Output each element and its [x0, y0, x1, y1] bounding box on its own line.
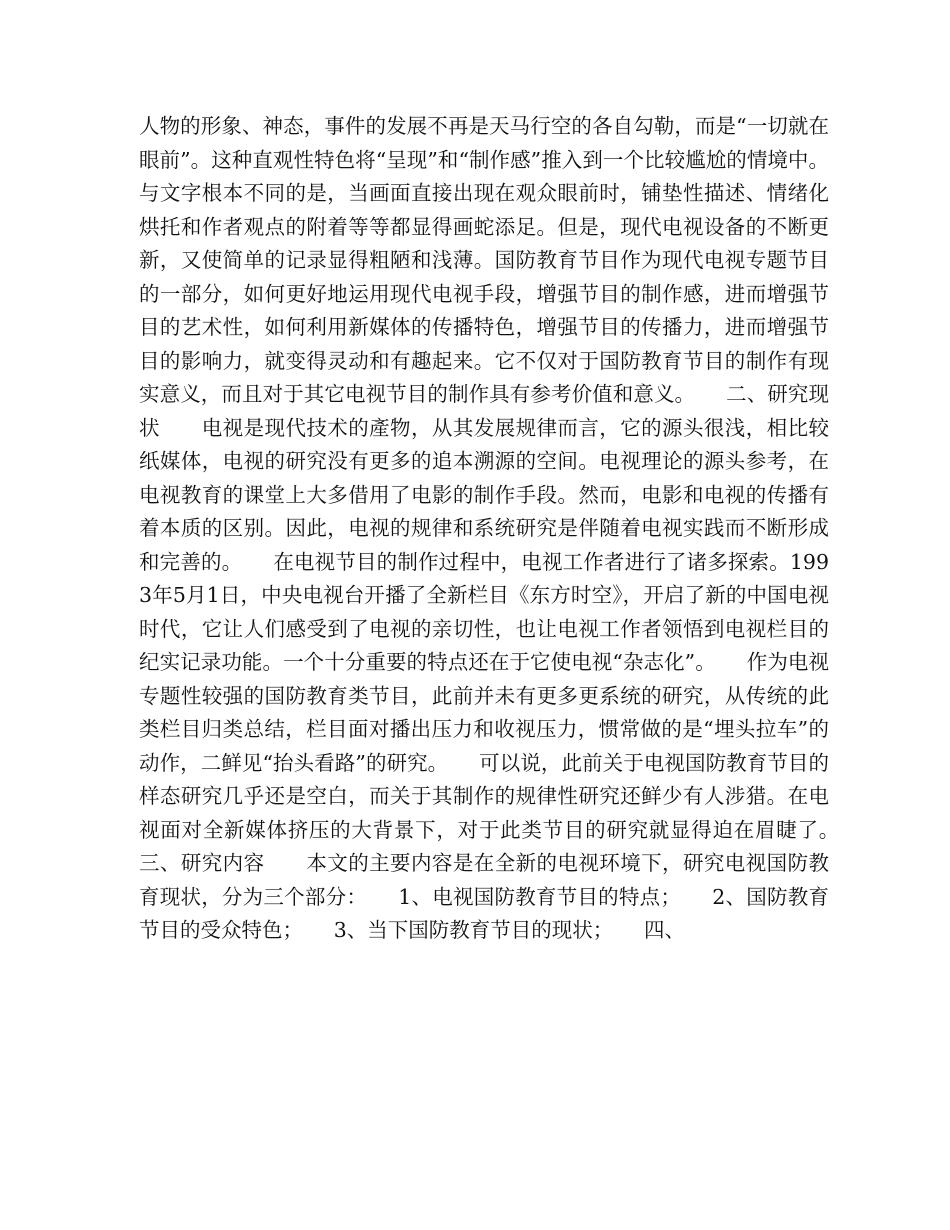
- body-text: 人物的形象、神态，事件的发展不再是天马行空的各自勾勒，而是“一切就在眼前”。这种直观性特色将“呈现”和“制作感”推入到一个比较尴尬的情境中。与文字根本不同的是，当画面直接出现在观众眼前时，铺垫性描述、情绪化烘托和作者观点的附着等等都显得画蛇添足。但是，现代电视设备的不断更新，又使简单的记录显得粗陋和浅薄。国防教育节目作为现代电视专题节目的一部分，如何更好地运用现代电视手段，增强节目的制作感，进而增强节目的艺术性，如何利用新媒体的传播特色，增强节目的传播力，进而增强节目的影响力，就变得灵动和有趣起来。它不仅对于国防教育节目的制作有现实意义，而且对于其它电视节目的制作具有参考价值和意义。 二、研究现状 电视是现代技术的產物，从其发展规律而言，它的源头很浅，相比较纸媒体，电视的研究没有更多的追本溯源的空间。电视理论的源头参考，在电视教育的课堂上大多借用了电影的制作手段。然而，电影和电视的传播有着本质的区别。因此，电视的规律和系统研究是伴随着电视实践而不断形成和完善的。 在电视节目的制作过程中，电视工作者进行了诸多探索。1993年5月1日，中央电视台开播了全新栏目《东方时空》，开启了新的中国电视时代，它让人们感受到了电视的亲切性，也让电视工作者领悟到电视栏目的纪实记录功能。一个十分重要的特点还在于它使电视“杂志化”。 作为电视专题性较强的国防教育类节目，此前并未有更多更系统的研究，从传统的此类栏目归类总结，栏目面对播出压力和收视压力，惯常做的是“埋头拉车”的动作，二鲜见“抬头看路”的研究。 可以说，此前关于电视国防教育节目的样态研究几乎还是空白，而关于其制作的规律性研究还鲜少有人涉猎。在电视面对全新媒体挤压的大背景下，对于此类节目的研究就显得迫在眉睫了。 三、研究内容 本文的主要内容是在全新的电视环境下，研究电视国防教育现状，分为三个部分： 1、电视国防教育节目的特点； 2、国防教育节目的受众特色； 3、当下国防教育节目的现状； 四、: [139, 114, 870, 942]
